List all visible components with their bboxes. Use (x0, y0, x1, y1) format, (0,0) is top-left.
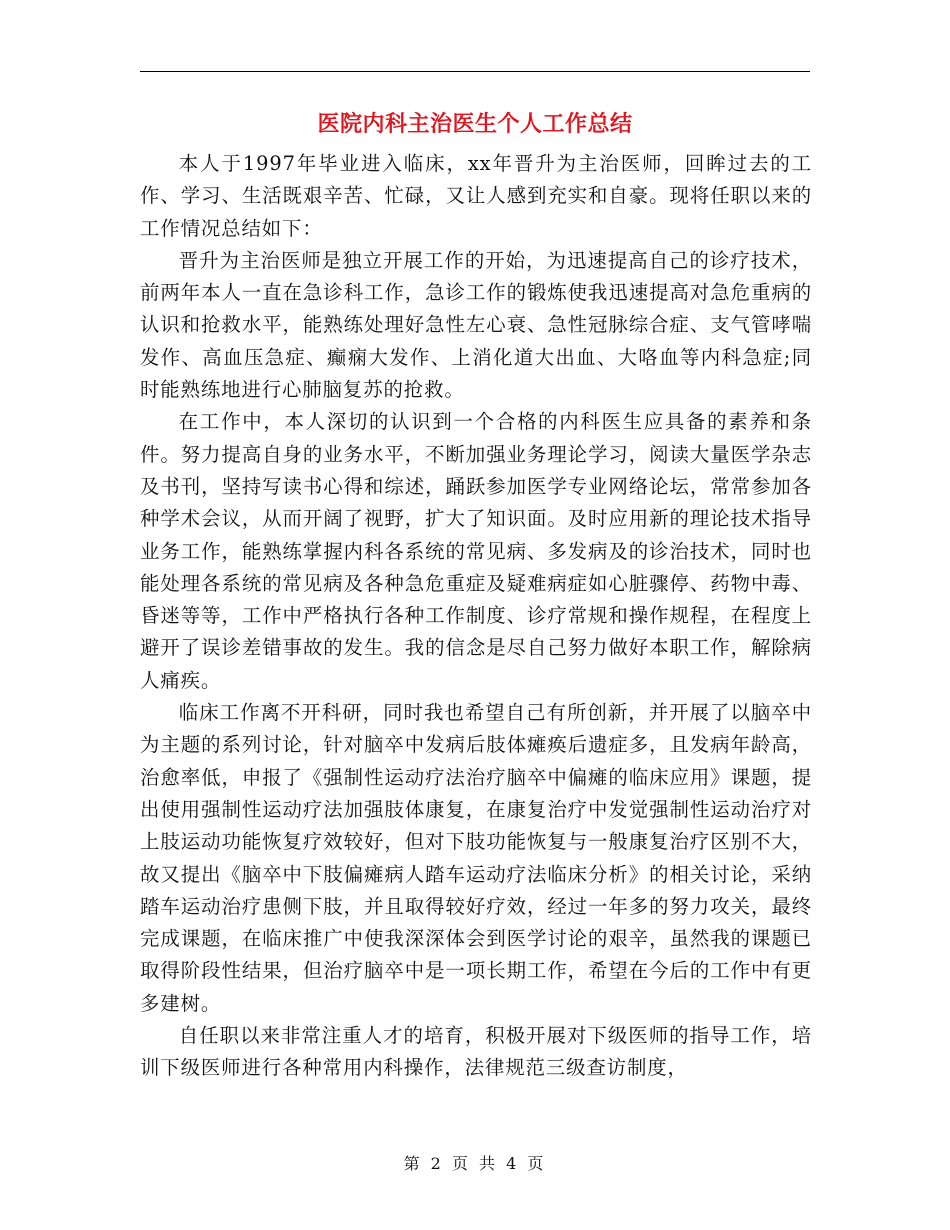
paragraph-3: 在工作中，本人深切的认识到一个合格的内科医生应具备的素养和条件。努力提高自身的业务水平，不断加强业务理论学习，阅读大量医学杂志及书刊，坚持写读书心得和综述，踊跃参加医学专业网络论坛，常常参加各种学术会议，从而开阔了视野，扩大了知识面。及时应用新的理论技术指导业务工作，能熟练掌握内科各系统的常见病、多发病及的诊治技术，同时也能处理各系统的常见病及各种急危重症及疑难病症如心脏骤停、药物中毒、昏迷等等，工作中严格执行各种工作制度、诊疗常规和操作规程，在程度上避开了误诊差错事故的发生。我的信念是尽自己努力做好本职工作，解除病人痛疾。 (140, 410, 812, 692)
document-body (140, 148, 812, 1085)
document-title: 医院内科主治医生个人工作总结 (317, 111, 633, 137)
paragraph-2: 晋升为主治医师是独立开展工作的开始，为迅速提高自己的诊疗技术，前两年本人一直在急诊科工作，急诊工作的锻炼使我迅速提高对急危重病的认识和抢救水平，能熟练处理好急性左心衰、急性冠脉综合症、支气管哮喘发作、高血压急症、癫痫大发作、上消化道大出血、大咯血等内科急症;同时能熟练地进行心肺脑复苏的抢救。 (140, 248, 812, 402)
page-number-footer: 第 2 页 共 4 页 (403, 1154, 547, 1173)
paragraph-5: 自任职以来非常注重人才的培育，积极开展对下级医师的指导工作，培训下级医师进行各种常用内科操作，法律规范三级查访制度， (140, 1024, 812, 1080)
paragraph-1: 本人于1997年毕业进入临床，xx年晋升为主治医师，回眸过去的工作、学习、生活既艰辛苦、忙碌，又让人感到充实和自豪。现将任职以来的工作情况总结如下： (140, 152, 812, 240)
header-rule (140, 71, 810, 72)
paragraph-4: 临床工作离不开科研，同时我也希望自己有所创新，并开展了以脑卒中为主题的系列讨论，针对脑卒中发病后肢体瘫痪后遗症多，且发病年龄高，治愈率低，申报了《强制性运动疗法治疗脑卒中偏瘫的临床应用》课题，提出使用强制性运动疗法加强肢体康复，在康复治疗中发觉强制性运动治疗对上肢运动功能恢复疗效较好，但对下肢功能恢复与一般康复治疗区别不大，故又提出《脑卒中下肢偏瘫病人踏车运动疗法临床分析》的相关讨论，采纳踏车运动治疗患侧下肢，并且取得较好疗效，经过一年多的努力攻关，最终完成课题，在临床推广中使我深深体会到医学讨论的艰辛，虽然我的课题已取得阶段性结果，但治疗脑卒中是一项长期工作，希望在今后的工作中有更多建树。 (140, 701, 812, 1015)
